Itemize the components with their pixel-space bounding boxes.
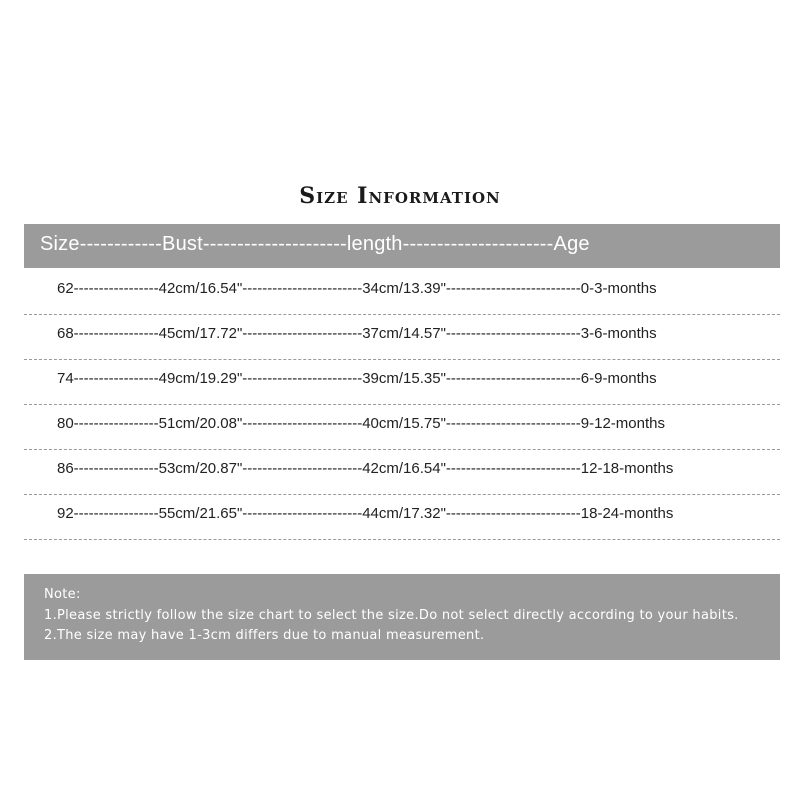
row-text: 92-----------------55cm/21.65"------------------------44cm/17.32"---------------------------18-24-months [57,505,674,522]
note-line-1: 1.Please strictly follow the size chart to select the size.Do not select directly according to your habits. [44,608,739,623]
table-row [24,270,780,315]
page-title: Size Information [299,183,501,209]
row-text: 62-----------------42cm/16.54"------------------------34cm/13.39"---------------------------0-3-months [57,280,657,297]
row-text: 68-----------------45cm/17.72"------------------------37cm/14.57"---------------------------3-6-months [57,325,657,342]
row-text: 80-----------------51cm/20.08"------------------------40cm/15.75"---------------------------9-12-months [57,415,665,432]
note-heading: Note: [44,587,81,602]
table-header [24,224,780,268]
note-line-2: 2.The size may have 1-3cm differs due to manual measurement. [44,628,485,643]
row-text: 86-----------------53cm/20.87"------------------------42cm/16.54"---------------------------12-18-months [57,460,674,477]
row-divider [24,539,780,540]
row-text: 74-----------------49cm/19.29"------------------------39cm/15.35"---------------------------6-9-months [57,370,657,387]
table-row [24,315,780,360]
table-row [24,495,780,540]
table-row [24,450,780,495]
table-header-text: Size------------Bust---------------------length----------------------Age [40,233,590,255]
table-row [24,405,780,450]
table-row [24,360,780,405]
note-box [24,574,780,660]
